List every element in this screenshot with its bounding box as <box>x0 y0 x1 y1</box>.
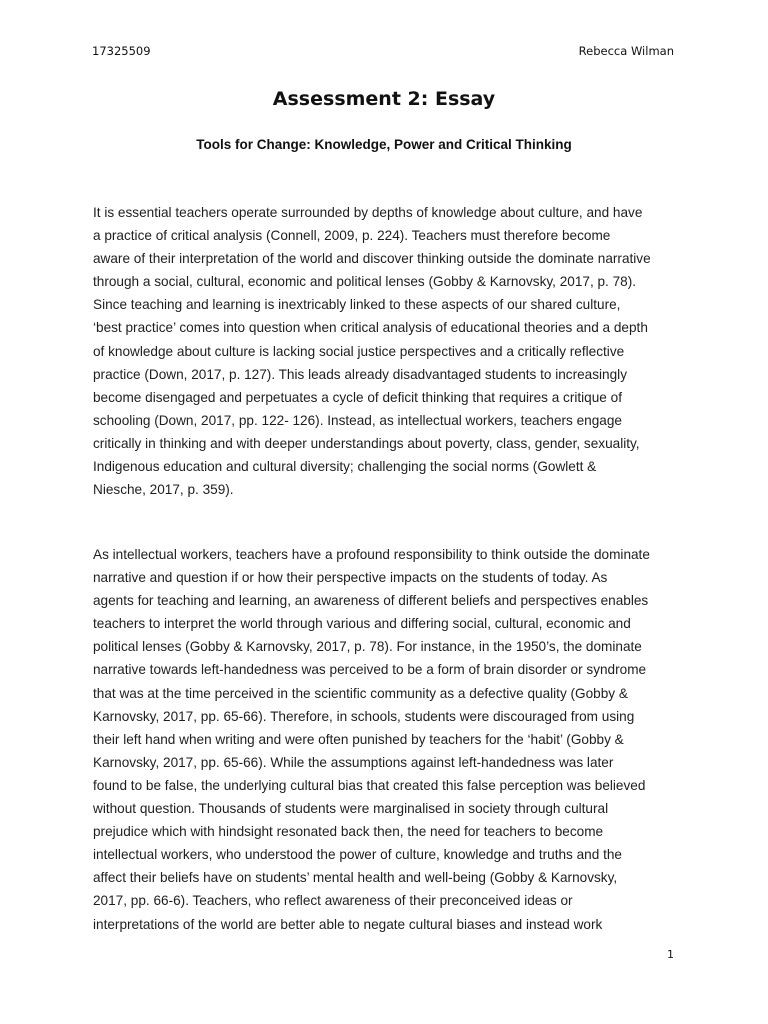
text-line: their left hand when writing and were often punished by teachers for the ‘habit’ (Gobby & <box>93 731 624 747</box>
text-line: prejudice which with hindsight resonated back then, the need for teachers to become <box>93 824 604 840</box>
text-line: Karnovsky, 2017, pp. 65-66). Therefore, in schools, students were discouraged from using <box>93 708 635 724</box>
document-subtitle: Tools for Change: Knowledge, Power and Critical Thinking <box>196 137 572 152</box>
text-line: aware of their interpretation of the world and discover thinking outside the dominate narrative <box>93 251 651 267</box>
text-line: critically in thinking and with deeper understandings about poverty, class, gender, sexuality, <box>93 435 640 451</box>
text-line: 2017, pp. 66-6). Teachers, who reflect awareness of their preconceived ideas or <box>93 893 573 909</box>
text-line: agents for teaching and learning, an awareness of different beliefs and perspectives enables <box>93 593 649 609</box>
text-line: schooling (Down, 2017, pp. 122- 126). Instead, as intellectual workers, teachers engage <box>93 412 622 428</box>
text-line: teachers to interpret the world through various and differing social, cultural, economic and <box>93 616 631 632</box>
text-line: a practice of critical analysis (Connell, 2009, p. 224). Teachers must therefore become <box>93 228 611 244</box>
text-line: Karnovsky, 2017, pp. 65-66). While the assumptions against left-handedness was later <box>93 754 614 770</box>
text-line: As intellectual workers, teachers have a profound responsibility to think outside the dominate <box>93 547 650 562</box>
text-line: practice (Down, 2017, p. 127). This leads already disadvantaged students to increasingly <box>93 366 627 382</box>
document-title: Assessment 2: Essay <box>272 88 496 110</box>
paragraph-2 <box>93 543 683 936</box>
text-line: through a social, cultural, economic and political lenses (Gobby & Karnovsky, 2017, p. 78). <box>93 274 637 290</box>
text-line: affect their beliefs have on students’ mental health and well-being (Gobby & Karnovsky, <box>93 870 618 886</box>
text-line: interpretations of the world are better able to negate cultural biases and instead work <box>93 916 603 932</box>
text-line: intellectual workers, who understood the power of culture, knowledge and truths and the <box>93 847 622 863</box>
text-line: Niesche, 2017, p. 359). <box>93 482 234 498</box>
text-line: political lenses (Gobby & Karnovsky, 2017, p. 78). For instance, in the 1950’s, the dominate <box>93 639 642 655</box>
text-line: that was at the time perceived in the scientific community as a defective quality (Gobby & <box>93 685 628 701</box>
page-number: 1 <box>667 948 674 961</box>
text-line: It is essential teachers operate surrounded by depths of knowledge about culture, and have <box>93 205 643 220</box>
text-line: Indigenous education and cultural diversity; challenging the social norms (Gowlett & <box>93 459 597 475</box>
text-line: narrative and question if or how their perspective impacts on the students of today. As <box>93 570 608 586</box>
paragraph-1 <box>93 201 683 501</box>
text-line: of knowledge about culture is lacking social justice perspectives and a critically reflective <box>93 343 625 359</box>
text-line: narrative towards left-handedness was perceived to be a form of brain disorder or syndrome <box>93 662 647 678</box>
text-line: become disengaged and perpetuates a cycle of deficit thinking that requires a critique of <box>93 389 622 405</box>
text-line: found to be false, the underlying cultural bias that created this false perception was believed <box>93 777 646 793</box>
author-name: Rebecca Wilman <box>578 44 674 58</box>
text-line: Since teaching and learning is inextricably linked to these aspects of our shared culture, <box>93 297 621 313</box>
student-id: 17325509 <box>92 44 151 58</box>
text-line: ‘best practice’ comes into question when critical analysis of educational theories and a depth <box>93 320 648 336</box>
text-line: without question. Thousands of students were marginalised in society through cultural <box>93 801 609 817</box>
